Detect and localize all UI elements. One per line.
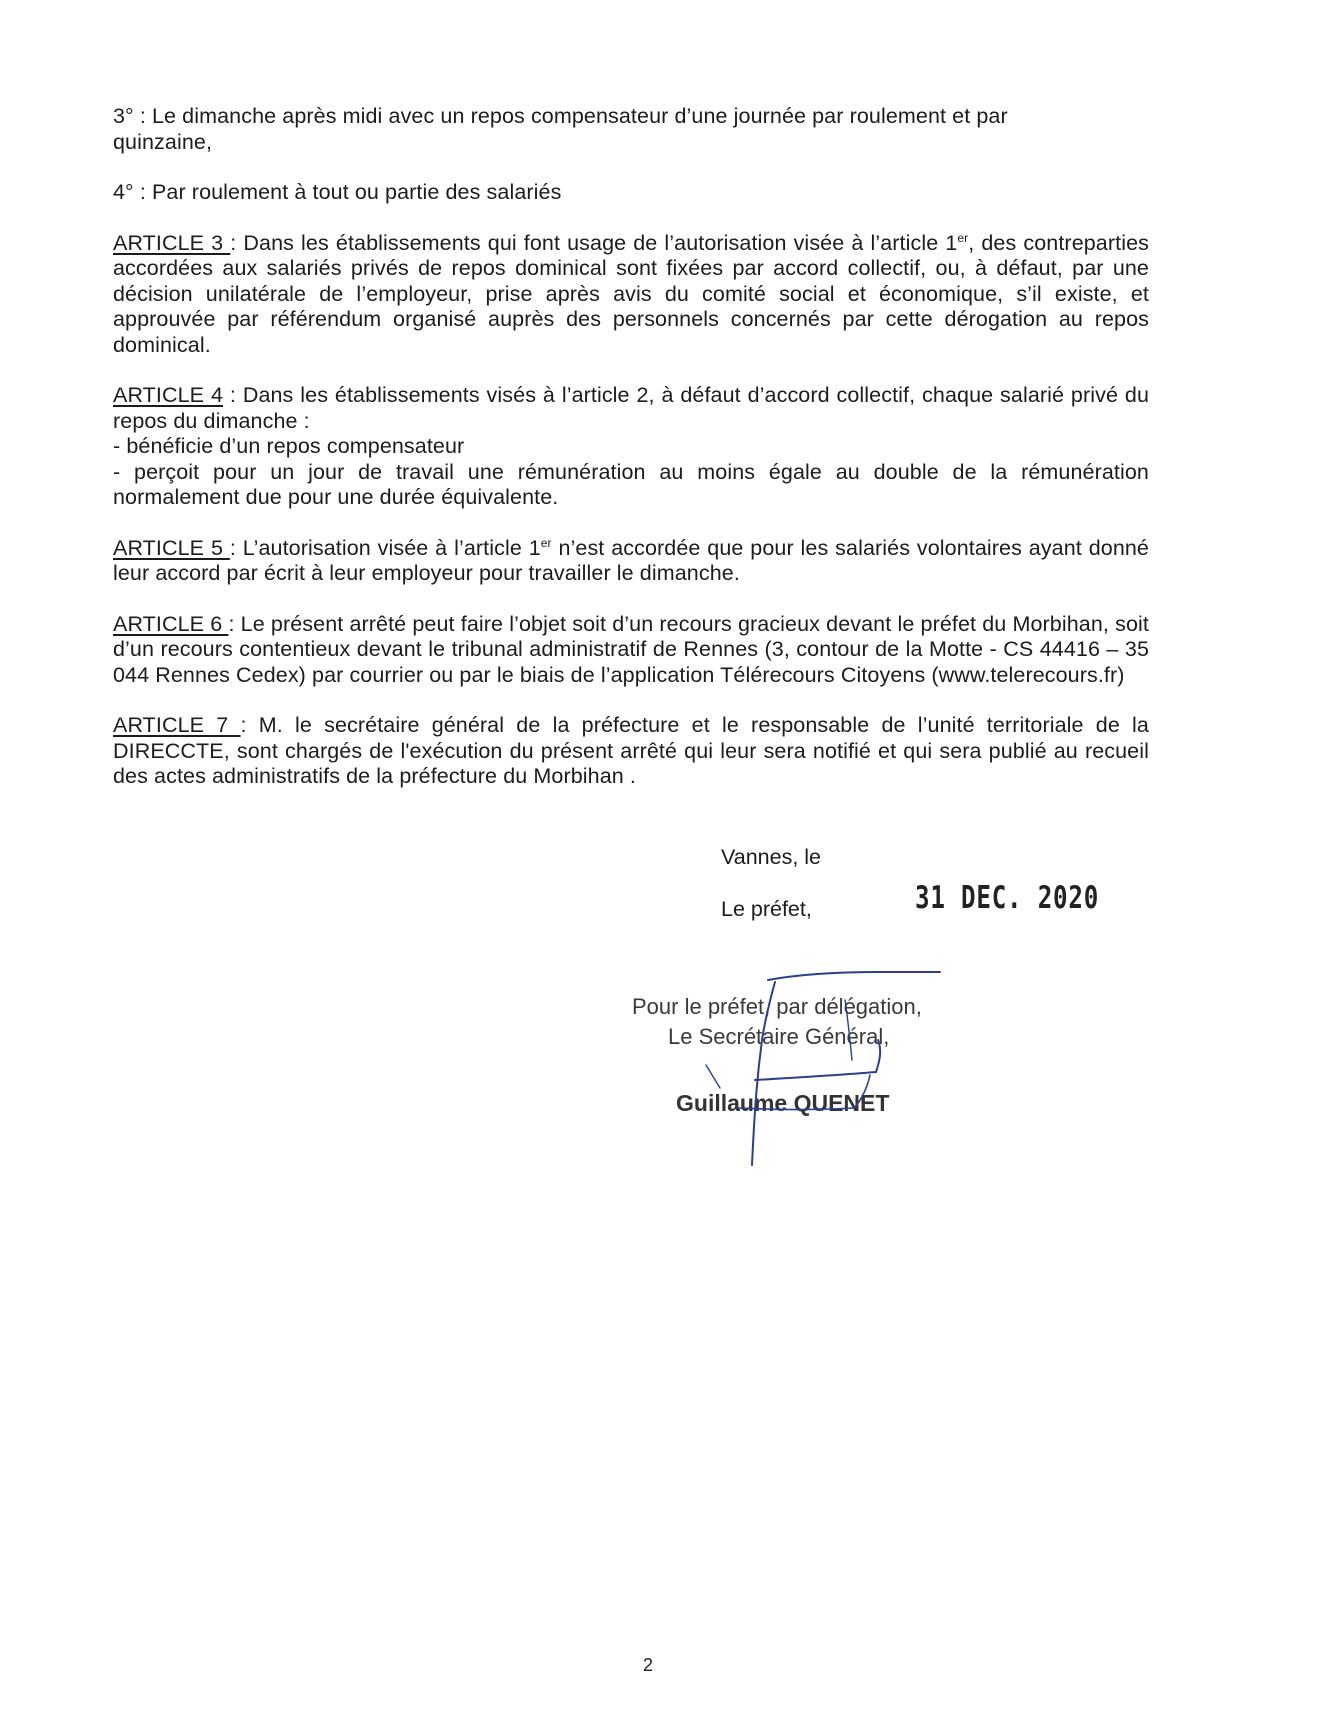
item-3-line-2: quinzaine, [113, 129, 213, 154]
article-7-text: : M. le secrétaire général de la préfecture et le responsable de l’unité territoriale de la DIRECCTE, sont chargés de l'exécution du présent arrêté qui leur sera notifié et qui sera publié au recueil des actes administratifs de la préfecture du Morbihan . [113, 713, 1149, 788]
article-3-text-b: , des contreparties accordées aux salariés privés de repos dominical sont fixées par accord collectif, ou, à défaut, par une décision unilatérale de l’employeur, prise après avis du comité social et économique, s’il existe, et approuvée par référendum organisé auprès des personnels concernés par cette dérogation au repos dominical. [113, 230, 1149, 357]
item-4-text: 4° : Par roulement à tout ou partie des salariés [113, 180, 562, 204]
article-3-paragraph [113, 231, 1149, 359]
article-4-item-1: - bénéficie d’un repos compensateur [113, 434, 465, 458]
article-4-text: : Dans les établissements visés à l’article 2, à défaut d’accord collectif, chaque salarié privé du repos du dimanche : [113, 383, 1149, 433]
date-stamp: 31 DEC. 2020 [915, 880, 1100, 916]
signature-strokes [706, 972, 940, 1165]
article-7-paragraph [113, 713, 1149, 790]
signing-place: Vannes, le [721, 845, 822, 869]
item-3-line-1: 3° : Le dimanche après midi avec un repos compensateur d’une journée par roulement et par [113, 104, 1008, 128]
article-6-paragraph [113, 612, 1149, 689]
article-5-text-a: : L’autorisation visée à l’article 1 [229, 535, 541, 560]
article-5-superscript: er [540, 535, 552, 550]
signature-title-line: Le Secrétaire Général, [668, 1024, 890, 1049]
article-3-text-a: : Dans les établissements qui font usage de l’autorisation visée à l’article 1 [230, 230, 958, 255]
article-7-label: ARTICLE 7 [113, 713, 241, 737]
article-5-text-b: n’est accordée que pour les salariés volontaires ayant donné leur accord par écrit à leur employeur pour travailler le dimanche. [113, 535, 1149, 585]
document-body [113, 104, 1149, 815]
item-3-paragraph [113, 104, 1149, 155]
item-4-paragraph [113, 180, 1149, 206]
article-3-label: ARTICLE 3 [113, 230, 231, 255]
signature-delegation-line: Pour le préfet, par délégation, [632, 994, 922, 1019]
article-5-paragraph [113, 536, 1149, 587]
article-4-paragraph [113, 383, 1149, 511]
article-4-item-2: - perçoit pour un jour de travail une rémunération au moins égale au double de la rémunération normalement due pour une durée équivalente. [113, 459, 1149, 509]
article-6-label: ARTICLE 6 [113, 611, 229, 636]
page-number: 2 [643, 1655, 654, 1675]
signatory-name: Guillaume QUENET [676, 1090, 890, 1116]
handwritten-signature [640, 960, 960, 1170]
article-4-label: ARTICLE 4 [113, 383, 224, 407]
prefet-title: Le préfet, [721, 897, 812, 921]
article-5-label: ARTICLE 5 [113, 535, 230, 560]
article-6-text: : Le présent arrêté peut faire l’objet soit d’un recours gracieux devant le préfet du Morbihan, soit d’un recours contentieux devant le tribunal administratif de Rennes (3, contour de la Motte - CS 44416 – 35 044 Rennes Cedex) par courrier ou par le biais de l’application Télérecours Citoyens (www.telerecours.fr) [113, 611, 1149, 687]
article-3-superscript: er [957, 230, 969, 245]
